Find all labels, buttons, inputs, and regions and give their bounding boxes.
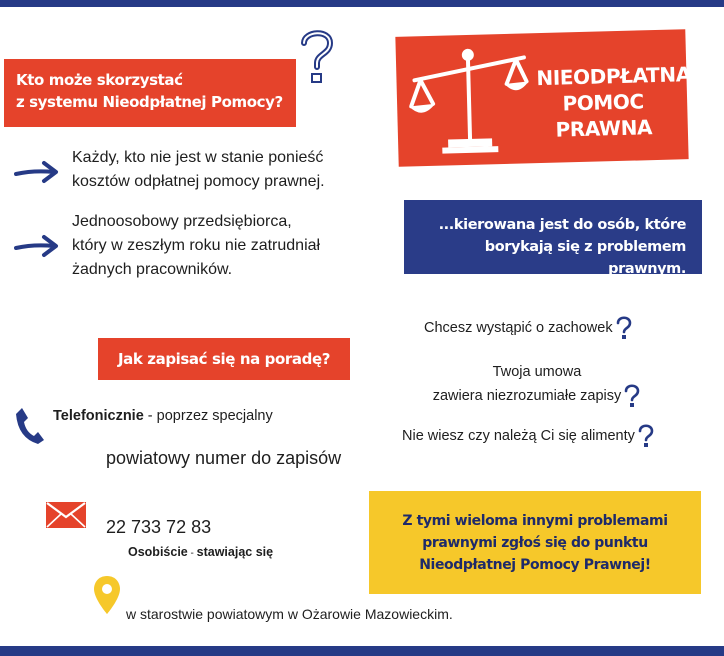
- question-2-line1: Twoja umowa: [492, 364, 582, 380]
- cta-line3: Nieodpłatnej Pomocy Prawnej!: [419, 557, 651, 573]
- logo-line2: POMOC: [562, 89, 645, 116]
- location-pin-icon: [92, 574, 122, 616]
- envelope-icon: [46, 502, 86, 528]
- bottom-bar: [0, 646, 724, 656]
- phone-number: 22 733 72 83: [106, 517, 212, 537]
- eligibility-item-1-line2: kosztów odpłatnej pomocy prawnej.: [72, 173, 325, 190]
- cta-line2: prawnymi zgłoś się do punktu: [422, 535, 648, 551]
- location-text: w starostwie powiatowym w Ożarowie Mazowieckim.: [126, 606, 453, 622]
- arrow-right-icon: [14, 234, 60, 258]
- eligibility-header-line1: Kto może skorzystać: [16, 71, 183, 89]
- phone-label: [53, 406, 273, 426]
- in-person-bold2: stawiając się: [196, 545, 274, 559]
- signup-label: Jak zapisać się na poradę?: [117, 350, 331, 368]
- phone-label-bold: Telefonicznie: [53, 408, 144, 424]
- target-line2: borykają się z problemem prawnym.: [484, 239, 686, 277]
- top-bar: [0, 0, 724, 7]
- logo-box: [395, 29, 692, 167]
- question-3: [402, 423, 655, 449]
- logo-line1: NIEODPŁATNA: [536, 62, 692, 91]
- in-person-bold1: Osobiście: [128, 545, 188, 559]
- logo-text: [536, 62, 692, 143]
- cta-line1: Z tymi wieloma innymi problemami: [402, 513, 668, 529]
- phone-icon: [14, 406, 46, 446]
- eligibility-item-1-line1: Każdy, kto nie jest w stanie ponieść: [72, 149, 324, 166]
- in-person-sep: -: [187, 548, 197, 559]
- cta-box: [369, 491, 701, 594]
- question-mark-icon: [298, 27, 336, 85]
- eligibility-item-1: [72, 146, 325, 194]
- arrow-right-icon: [14, 160, 60, 184]
- in-person-label: [128, 543, 273, 563]
- question-3-text: Nie wiesz czy należą Ci się alimenty: [402, 428, 635, 444]
- eligibility-item-2: [72, 210, 320, 282]
- eligibility-item-2-line3: żadnych pracowników.: [72, 261, 233, 278]
- question-1: [424, 315, 633, 341]
- question-mark-icon: [637, 423, 655, 449]
- question-mark-icon: [623, 383, 641, 409]
- question-2: [426, 361, 648, 409]
- eligibility-header-line2: z systemu Nieodpłatnej Pomocy?: [16, 93, 283, 111]
- target-box: [404, 200, 702, 277]
- phone-label-rest: - poprzez specjalny: [143, 408, 273, 424]
- eligibility-item-2-line1: Jednoosobowy przedsiębiorca,: [72, 213, 292, 230]
- target-line1: ...kierowana jest do osób, które: [438, 217, 686, 233]
- question-mark-icon: [615, 315, 633, 341]
- signup-box: [98, 338, 350, 380]
- eligibility-item-2-line2: który w zeszłym roku nie zatrudniał: [72, 237, 321, 254]
- phone-line2: powiatowy numer do zapisów: [106, 448, 342, 468]
- scales-icon: [408, 41, 533, 160]
- eligibility-header-box: [4, 59, 296, 127]
- logo-line3: PRAWNA: [555, 115, 653, 142]
- question-1-text: Chcesz wystąpić o zachowek: [424, 320, 613, 336]
- question-2-line2: zawiera niezrozumiałe zapisy: [432, 387, 622, 404]
